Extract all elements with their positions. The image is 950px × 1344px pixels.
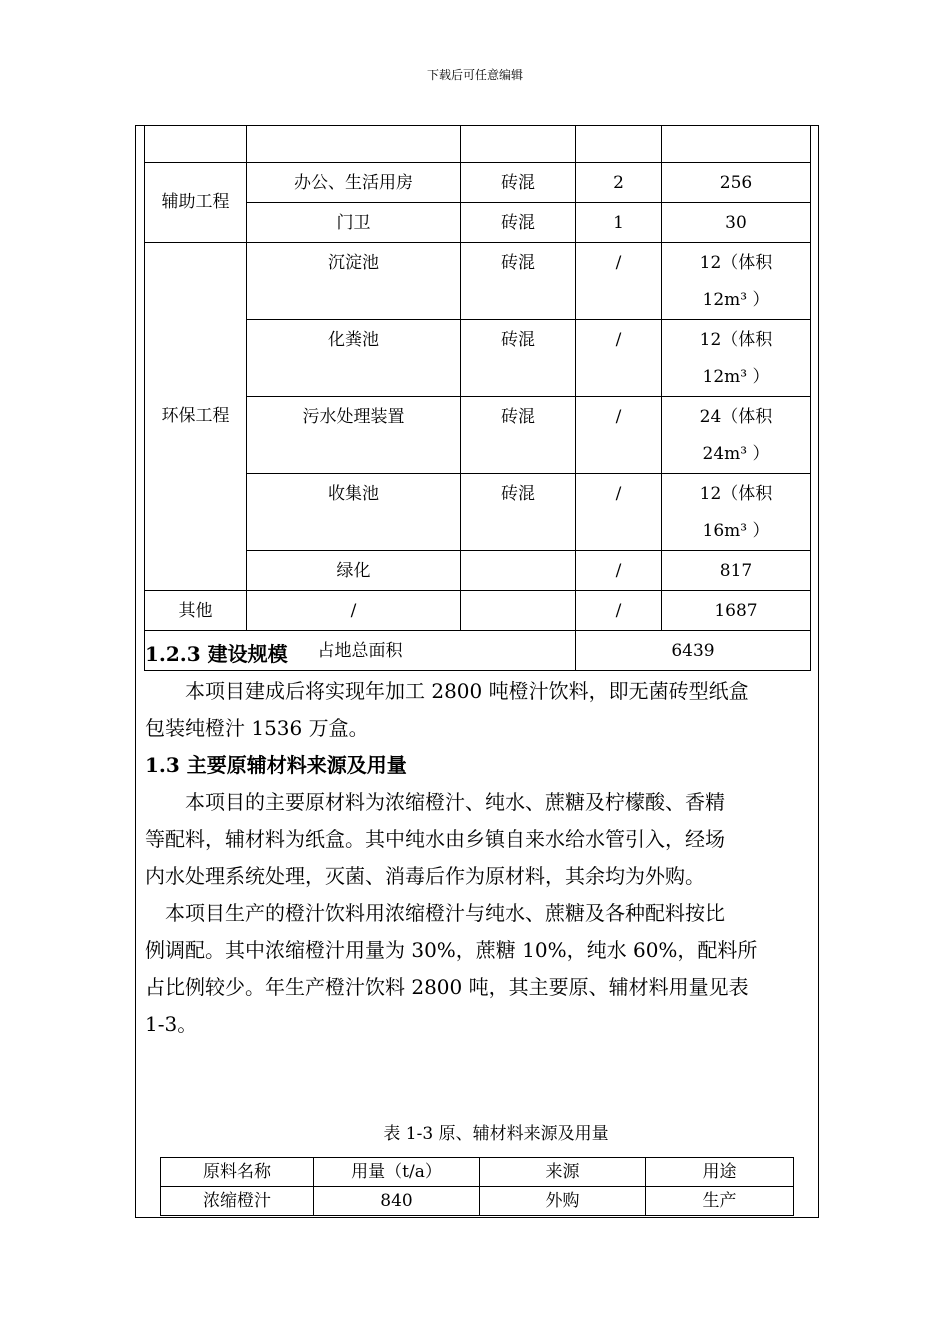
column-header: 来源 <box>480 1158 646 1187</box>
section-heading: 1.2.3 建设规模 <box>145 642 288 666</box>
facility-structure <box>461 551 576 591</box>
facility-name: 污水处理装置 <box>247 397 461 474</box>
total-area-value: 6439 <box>576 631 811 671</box>
facility-structure: 砖混 <box>461 163 576 203</box>
facility-area <box>662 243 811 320</box>
paragraph-line: 占比例较少。年生产橙汁饮料 2800 吨，其主要原、辅材料用量见表 <box>145 975 749 999</box>
area-line-2: 16m³ ） <box>702 521 770 541</box>
facility-count: / <box>576 591 662 631</box>
materials-table <box>160 1157 794 1216</box>
area-line-1: 12（体积 <box>699 484 773 504</box>
category-environmental: 环保工程 <box>145 243 247 591</box>
table-row <box>145 163 811 203</box>
area-line-1: 12（体积 <box>699 330 773 350</box>
area-line-2: 12m³ ） <box>702 367 770 387</box>
facility-count: 2 <box>576 163 662 203</box>
page-header-note: 下载后可任意编辑 <box>426 68 523 82</box>
facility-name: 化粪池 <box>247 320 461 397</box>
table-cell: 生产 <box>646 1187 794 1216</box>
paragraph-line: 本项目生产的橙汁饮料用浓缩橙汁与纯水、蔗糖及各种配料按比 <box>165 901 725 925</box>
table-caption: 表 1-3 原、辅材料来源及用量 <box>383 1124 609 1144</box>
column-header: 用途 <box>646 1158 794 1187</box>
paragraph-line: 1-3。 <box>145 1012 198 1036</box>
paragraph-line: 内水处理系统处理，灭菌、消毒后作为原材料，其余均为外购。 <box>145 864 705 888</box>
facility-structure: 砖混 <box>461 203 576 243</box>
table-header-row <box>161 1158 794 1187</box>
facility-area: 1687 <box>662 591 811 631</box>
table-cell <box>662 126 811 163</box>
table-cell <box>576 126 662 163</box>
facility-area: 30 <box>662 203 811 243</box>
table-cell: 840 <box>314 1187 480 1216</box>
facility-area: 256 <box>662 163 811 203</box>
area-line-1: 24（体积 <box>699 407 773 427</box>
facility-name: 沉淀池 <box>247 243 461 320</box>
facility-structure: 砖混 <box>461 474 576 551</box>
body-content <box>145 636 807 1043</box>
paragraph-line: 例调配。其中浓缩橙汁用量为 30%，蔗糖 10%，纯水 60%，配料所 <box>145 938 758 962</box>
facility-area <box>662 474 811 551</box>
section-heading: 1.3 主要原辅材料来源及用量 <box>145 753 407 777</box>
paragraph-line: 包装纯橙汁 1536 万盒。 <box>145 716 369 740</box>
table-row-empty <box>145 126 811 163</box>
table-cell <box>247 126 461 163</box>
facility-area <box>662 397 811 474</box>
column-header: 原料名称 <box>161 1158 314 1187</box>
facility-name: / <box>247 591 461 631</box>
table-cell <box>461 126 576 163</box>
facility-count: / <box>576 397 662 474</box>
area-line-2: 24m³ ） <box>702 444 770 464</box>
paragraph-line: 本项目建成后将实现年加工 2800 吨橙汁饮料，即无菌砖型纸盒 <box>185 679 749 703</box>
facility-name: 收集池 <box>247 474 461 551</box>
area-line-1: 12（体积 <box>699 253 773 273</box>
table-row <box>145 243 811 320</box>
facility-count: / <box>576 320 662 397</box>
table-cell: 外购 <box>480 1187 646 1216</box>
facility-count: 1 <box>576 203 662 243</box>
area-line-2: 12m³ ） <box>702 290 770 310</box>
facility-name: 办公、生活用房 <box>247 163 461 203</box>
facility-structure: 砖混 <box>461 243 576 320</box>
facility-area: 817 <box>662 551 811 591</box>
facility-count: / <box>576 474 662 551</box>
table-cell <box>145 126 247 163</box>
paragraph-line: 等配料，辅材料为纸盒。其中纯水由乡镇自来水给水管引入，经场 <box>145 827 725 851</box>
facility-name: 绿化 <box>247 551 461 591</box>
facility-structure <box>461 591 576 631</box>
facility-count: / <box>576 551 662 591</box>
column-header: 用量（t/a） <box>314 1158 480 1187</box>
table-cell: 浓缩橙汁 <box>161 1187 314 1216</box>
facility-area <box>662 320 811 397</box>
table-row <box>145 591 811 631</box>
facility-structure: 砖混 <box>461 397 576 474</box>
facility-structure: 砖混 <box>461 320 576 397</box>
total-area-label: 占地总面积 <box>145 631 576 671</box>
facility-count: / <box>576 243 662 320</box>
table-row <box>161 1187 794 1216</box>
facility-name: 门卫 <box>247 203 461 243</box>
paragraph-line: 本项目的主要原材料为浓缩橙汁、纯水、蔗糖及柠檬酸、香精 <box>185 790 725 814</box>
category-other: 其他 <box>145 591 247 631</box>
facility-table <box>144 125 811 671</box>
category-auxiliary: 辅助工程 <box>145 163 247 243</box>
